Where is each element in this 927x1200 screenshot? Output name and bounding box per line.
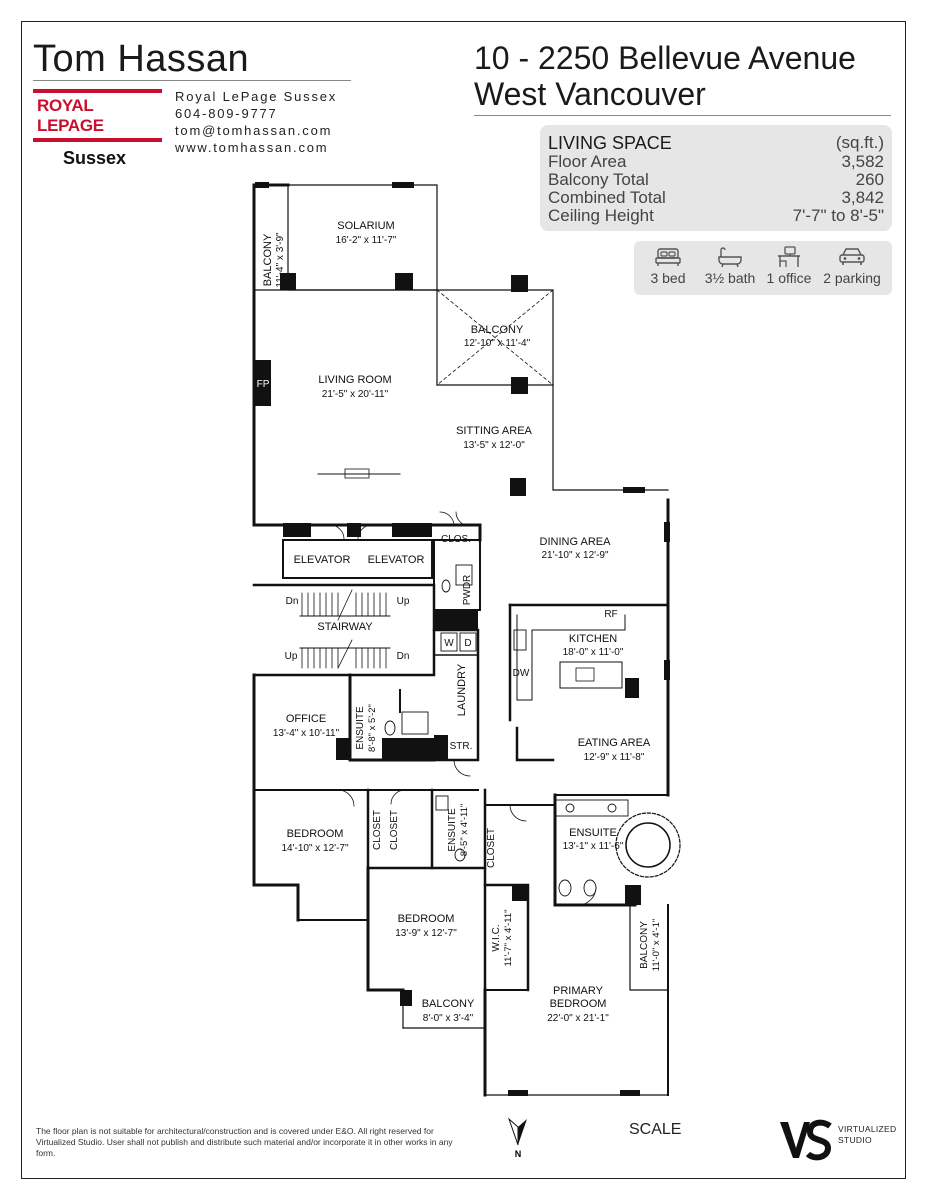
- room-label: ENSUITE: [569, 827, 617, 839]
- feature-label: 3 bed: [650, 270, 686, 286]
- room-label: PWDR: [462, 574, 473, 606]
- room-dims: 16'-2" x 11'-7": [335, 235, 397, 246]
- room-label: CLOSET: [486, 827, 497, 869]
- row-value: 260: [855, 170, 884, 189]
- room-dims: 22'-0" x 21'-1": [547, 1013, 609, 1024]
- scale-label: SCALE: [629, 1121, 682, 1138]
- room-label: KITCHEN: [568, 633, 618, 645]
- room-label: CLOS.: [440, 534, 472, 545]
- stair-label: Dn: [396, 651, 410, 662]
- room-dims: 8'-5" x 4'-11": [459, 803, 470, 857]
- room-label: BALCONY: [470, 324, 524, 336]
- room-label: BEDROOM: [286, 828, 344, 840]
- room-label: SOLARIUM: [337, 220, 395, 232]
- fireplace-label: FP: [256, 379, 270, 390]
- fridge-label: RF: [604, 609, 618, 620]
- living-space-unit: (sq.ft.): [835, 133, 884, 152]
- room-dims: 18'-0" x 11'-0": [562, 647, 624, 658]
- feature-label: 2 parking: [823, 270, 881, 286]
- studio-line-1: VIRTUALIZED: [838, 1124, 897, 1134]
- dishwasher-label: DW: [512, 668, 530, 679]
- room-dims: 12'-9" x 11'-8": [583, 752, 645, 763]
- room-dims: 12'-10" x 11'-4": [463, 338, 531, 349]
- north-arrow: [505, 1115, 531, 1164]
- row-label: Ceiling Height: [548, 206, 654, 225]
- room-dims: 11'-0" x 4'-1": [651, 918, 662, 972]
- brokerage-name: Royal LePage Sussex: [175, 89, 338, 104]
- room-dims: 21'-5" x 20'-11": [321, 389, 389, 400]
- room-label: SITTING AREA: [456, 425, 532, 437]
- north-arrow-icon: [505, 1115, 531, 1159]
- virtualized-studio-logo: [778, 1118, 834, 1167]
- room-label: BALCONY: [639, 921, 650, 969]
- north-label: N: [514, 1149, 522, 1159]
- room-label: EATING AREA: [577, 737, 651, 749]
- vs-logo-icon: [778, 1118, 834, 1162]
- room-dims: 13'-4" x 10'-11": [272, 728, 340, 739]
- room-dims: 13'-9" x 12'-7": [395, 928, 457, 939]
- room-dims: 11'-7" x 4'-11": [503, 909, 514, 967]
- room-label: CLOSET: [389, 809, 400, 851]
- studio-line-2: STUDIO: [838, 1135, 872, 1145]
- address-line-1: 10 - 2250 Bellevue Avenue: [474, 40, 856, 76]
- feature-label: 3½ bath: [704, 270, 756, 286]
- row-value: 3,842: [841, 188, 884, 207]
- row-label: Combined Total: [548, 188, 666, 207]
- row-value: 7'-7" to 8'-5": [792, 206, 884, 225]
- room-label: STAIRWAY: [317, 621, 373, 633]
- row-label: Floor Area: [548, 152, 627, 171]
- room-label: CLOSET: [372, 809, 383, 851]
- room-dims: 13'-5" x 12'-0": [463, 440, 525, 451]
- stair-label: Dn: [285, 596, 299, 607]
- agent-email: tom@tomhassan.com: [175, 123, 333, 138]
- room-dims: 8'-8" x 5'-2": [367, 704, 378, 752]
- disclaimer-text: The floor plan is not suitable for architectural/construction and is covered under E&O. All right reserved for Virtualized Studio. User shall not publish and distribute such material and/or incorporate it in other works in any form.: [36, 1126, 453, 1158]
- studio-name: [838, 1124, 896, 1146]
- row-label: Balcony Total: [548, 170, 649, 189]
- room-label: ENSUITE: [355, 706, 366, 750]
- agent-phone: 604-809-9777: [175, 106, 278, 121]
- room-label: ELEVATOR: [293, 554, 351, 566]
- room-label: ELEVATOR: [367, 554, 425, 566]
- logo-wordmark: ROYAL LEPAGE: [33, 93, 162, 138]
- dryer-label: D: [464, 638, 472, 649]
- room-label: BEDROOM: [397, 913, 455, 925]
- room-dims: 14'-10" x 12'-7": [281, 843, 349, 854]
- room-label: LIVING ROOM: [318, 374, 392, 386]
- washer-label: W: [444, 638, 454, 649]
- room-dims: 11'-4" x 3'-9": [275, 232, 286, 288]
- room-label: DINING AREA: [539, 536, 611, 548]
- room-dims: 21'-10" x 12'-9": [541, 550, 609, 561]
- room-dims: 13'-1" x 11'-6": [562, 841, 624, 852]
- room-label: BALCONY: [262, 233, 274, 287]
- row-value: 3,582: [841, 152, 884, 171]
- room-label: PRIMARY: [553, 985, 603, 997]
- feature-label: 1 office: [766, 270, 812, 286]
- stair-label: Up: [284, 651, 298, 662]
- room-label: BALCONY: [421, 998, 475, 1010]
- room-label: W.I.C.: [491, 924, 502, 952]
- room-dims: 8'-0" x 3'-4": [422, 1013, 474, 1024]
- agent-name: Tom Hassan: [33, 38, 250, 80]
- room-label: OFFICE: [285, 713, 327, 725]
- agent-website: www.tomhassan.com: [175, 140, 329, 155]
- living-space-heading: LIVING SPACE: [548, 133, 672, 153]
- room-label: BEDROOM: [549, 998, 607, 1010]
- address-line-2: West Vancouver: [474, 76, 706, 112]
- room-label: STR.: [449, 741, 473, 752]
- room-label: ENSUITE: [447, 808, 458, 852]
- logo-subtitle: Sussex: [63, 148, 127, 168]
- room-label: LAUNDRY: [456, 663, 468, 717]
- stair-label: Up: [396, 596, 410, 607]
